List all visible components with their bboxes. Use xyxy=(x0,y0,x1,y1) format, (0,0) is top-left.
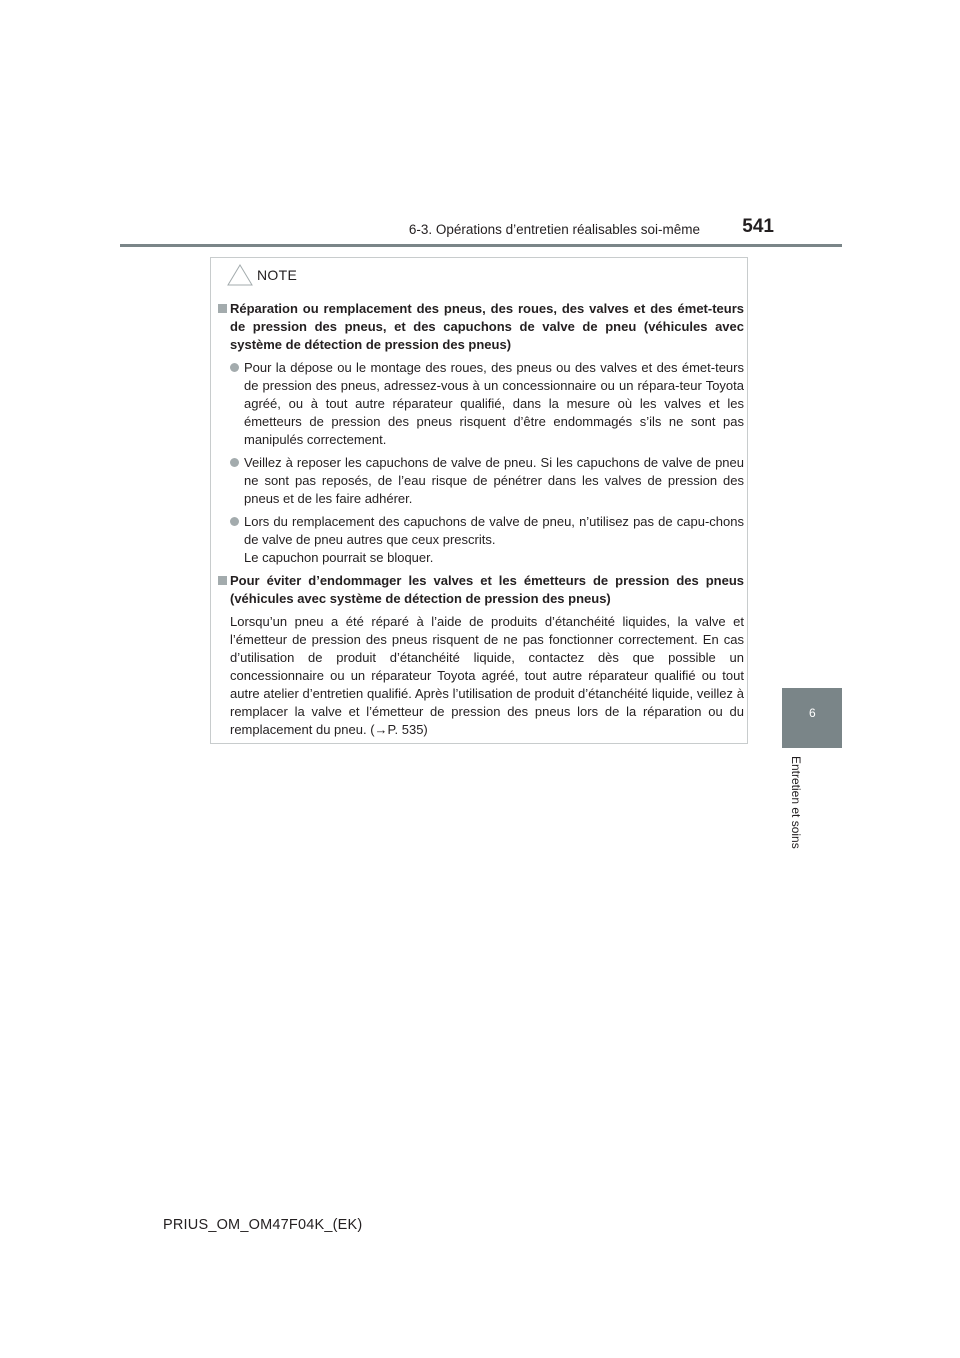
square-bullet-icon xyxy=(218,304,227,313)
round-bullet-icon xyxy=(230,517,239,526)
warning-triangle-icon xyxy=(227,264,253,286)
note-title: NOTE xyxy=(257,267,298,283)
note-section-prevent-damage xyxy=(216,572,744,739)
list-item xyxy=(230,513,744,567)
list-item-text: Lors du remplacement des capuchons de valve de pneu, n’utilisez pas de capu-chons de valve de pneu autres que ceux prescrits. Le capuchon pourrait se bloquer. xyxy=(244,514,744,565)
section-heading: 6-3. Opérations d’entretien réalisables soi-même xyxy=(408,222,700,237)
list-item xyxy=(230,454,744,508)
note-box xyxy=(210,257,748,744)
note-section-repair xyxy=(216,300,744,567)
chapter-number: 6 xyxy=(809,706,816,720)
list-item-text: Pour la dépose ou le montage des roues, des pneus ou des valves et des émet-teurs de pression des pneus, adressez-vous à un concessionnaire ou un répara-teur Toyota agréé, ou à tout autre réparateur qualifié, dans la mesure où les valves et les émetteurs de pression des pneus risquent d’être endommagés s’ils ne sont pas manipulés correctement. xyxy=(244,360,744,447)
page-number: 541 xyxy=(742,216,774,237)
round-bullet-icon xyxy=(230,363,239,372)
header-divider xyxy=(120,244,842,247)
note-body xyxy=(216,300,744,744)
square-bullet-icon xyxy=(218,576,227,585)
note-header xyxy=(227,262,297,288)
chapter-tab xyxy=(782,688,842,748)
section-title: Pour éviter d’endommager les valves et les émetteurs de pression des pneus (véhicules avec système de détection de pression des pneus) xyxy=(230,573,744,606)
list-item-text: Veillez à reposer les capuchons de valve de pneu. Si les capuchons de valve de pneu ne sont pas reposés, de l’eau risque de pénétrer dans les valves de pression des pneus et de les faire adhérer. xyxy=(244,455,744,506)
list-item xyxy=(230,359,744,449)
round-bullet-icon xyxy=(230,458,239,467)
section-title: Réparation ou remplacement des pneus, des roues, des valves et des émet-teurs de pression des pneus, et des capuchons de valve de pneu (véhicules avec système de détection de pression des pneus) xyxy=(230,301,744,352)
section-paragraph: Lorsqu’un pneu a été réparé à l’aide de produits d’étanchéité liquides, la valve et l’émetteur de pression des pneus risquent de ne pas fonctionner correctement. En cas d’utilisation de produit d’étanchéité liquide, contactez dès que possible un concessionnaire ou un réparateur Toyota agréé, tout autre réparateur qualifié ou tout autre atelier d’entretien qualifié. Après l’utilisation de produit d’étanchéité liquide, veillez à remplacer la valve et l’émetteur de pression des pneus lors de la réparation ou du remplacement du pneu. (→P. 535) xyxy=(230,614,744,737)
chapter-label: Entretien et soins xyxy=(789,756,803,849)
document-code: PRIUS_OM_OM47F04K_(EK) xyxy=(163,1217,363,1233)
